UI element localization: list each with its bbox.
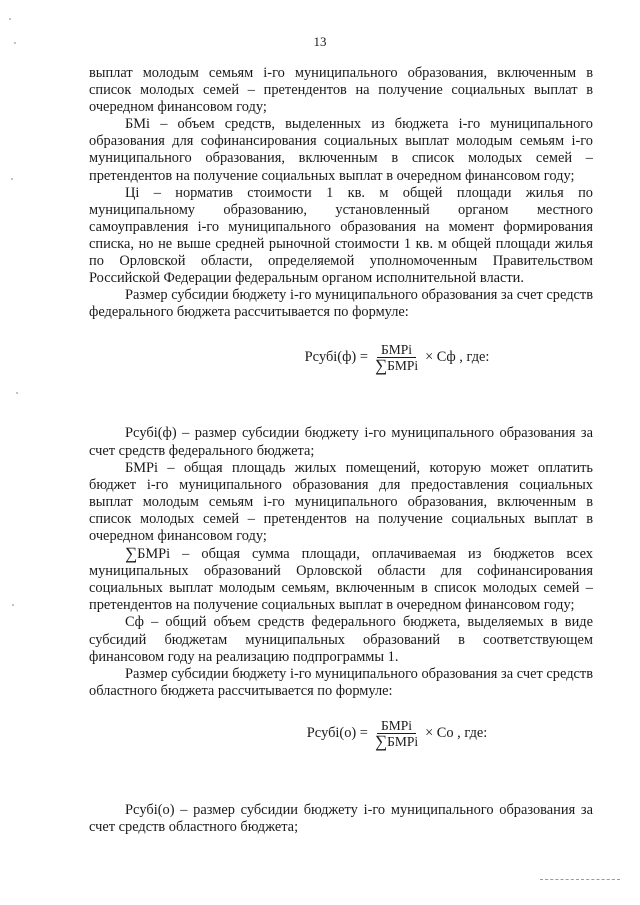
scan-footer-mark [540, 879, 620, 881]
document-body [89, 65, 593, 836]
paragraph: Pcубi(о) – размер субсидии бюджету i-го муниципального образования за счет средств областного бюджета; [89, 801, 593, 835]
formula-rhs: × Сф , где: [425, 348, 490, 365]
paragraph: Сф – общий объем средств федерального бюджета, выделяемых в виде субсидий бюджетам муниципальных образований в соответствующем финансовом году на реализацию подпрограммы 1. [89, 614, 593, 665]
paragraph: БМi – объем средств, выделенных из бюджета i-го муниципального образования для софинансирования социальных выплат молодым семьям i-го муниципального образования, включенным в список молодых семей – претендентов на получение социальных выплат в очередном финансовом году; [89, 116, 593, 184]
formula-lhs: Pcубi(ф) = [304, 348, 368, 365]
formula-denominator [371, 355, 422, 375]
page-number: 13 [313, 34, 327, 49]
paragraph: БМPi – общая площадь жилых помещений, которую может оплатить бюджет i-го муниципального образования для предоставления социальных выплат молодым семьям i-го муниципального образования, включенным в список молодых семей – претендентов на получение социальных выплат в очередном финансовом году; [89, 459, 593, 544]
formula-numerator: БМPi [377, 342, 416, 358]
formula-lhs: Pcубi(о) = [306, 725, 368, 742]
formula-fraction [371, 342, 422, 373]
formula-denominator [371, 732, 422, 752]
paragraph: Pcубi(ф) – размер субсидии бюджету i-го муниципального образования за счет средств федерального бюджета; [89, 425, 593, 459]
formula-federal [201, 332, 593, 382]
sigma-symbol: ∑ [374, 355, 388, 375]
paragraph: Размер субсидии бюджету i-го муниципального образования за счет средств федерального бюджета рассчитывается по формуле: [89, 287, 593, 321]
sigma-symbol: ∑ [125, 544, 138, 564]
formula-denominator-text: БМPi [387, 734, 419, 750]
formula-regional [201, 709, 593, 759]
paragraph: Размер субсидии бюджету i-го муниципального образования за счет средств областного бюджета рассчитывается по формуле: [89, 665, 593, 699]
formula-rhs: × Со , где: [425, 725, 488, 742]
paragraph [89, 545, 593, 614]
formula-numerator: БМPi [377, 718, 416, 734]
scan-margin-marks [0, 0, 30, 905]
sigma-symbol: ∑ [374, 732, 388, 752]
paragraph: Цi – норматив стоимости 1 кв. м общей площади жилья по муниципальному образованию, установленный органом местного самоуправления i-го муниципального образования на момент формирования списка, но не выше средней рыночной стоимости 1 кв. м общей площади жилья по Орловской области, определяемой уполномоченным Правительством Российской Федерации федеральным органом исполнительной власти. [89, 184, 593, 287]
formula-fraction [371, 718, 422, 752]
paragraph: выплат молодым семьям i-го муниципального образования, включенным в список молодых семей – претендентов на получение социальных выплат в очередном финансовом году; [89, 65, 593, 116]
formula-denominator-text: БМPi [387, 357, 419, 373]
paragraph-text: БМPi – общая сумма площади, оплачиваемая из бюджетов всех муниципальных образований Орловской области для софинансирования социальных выплат молодым семьям, включенным в список молодых семей – претендентов на получение социальных выплат в очередном финансовом году; [89, 546, 593, 614]
